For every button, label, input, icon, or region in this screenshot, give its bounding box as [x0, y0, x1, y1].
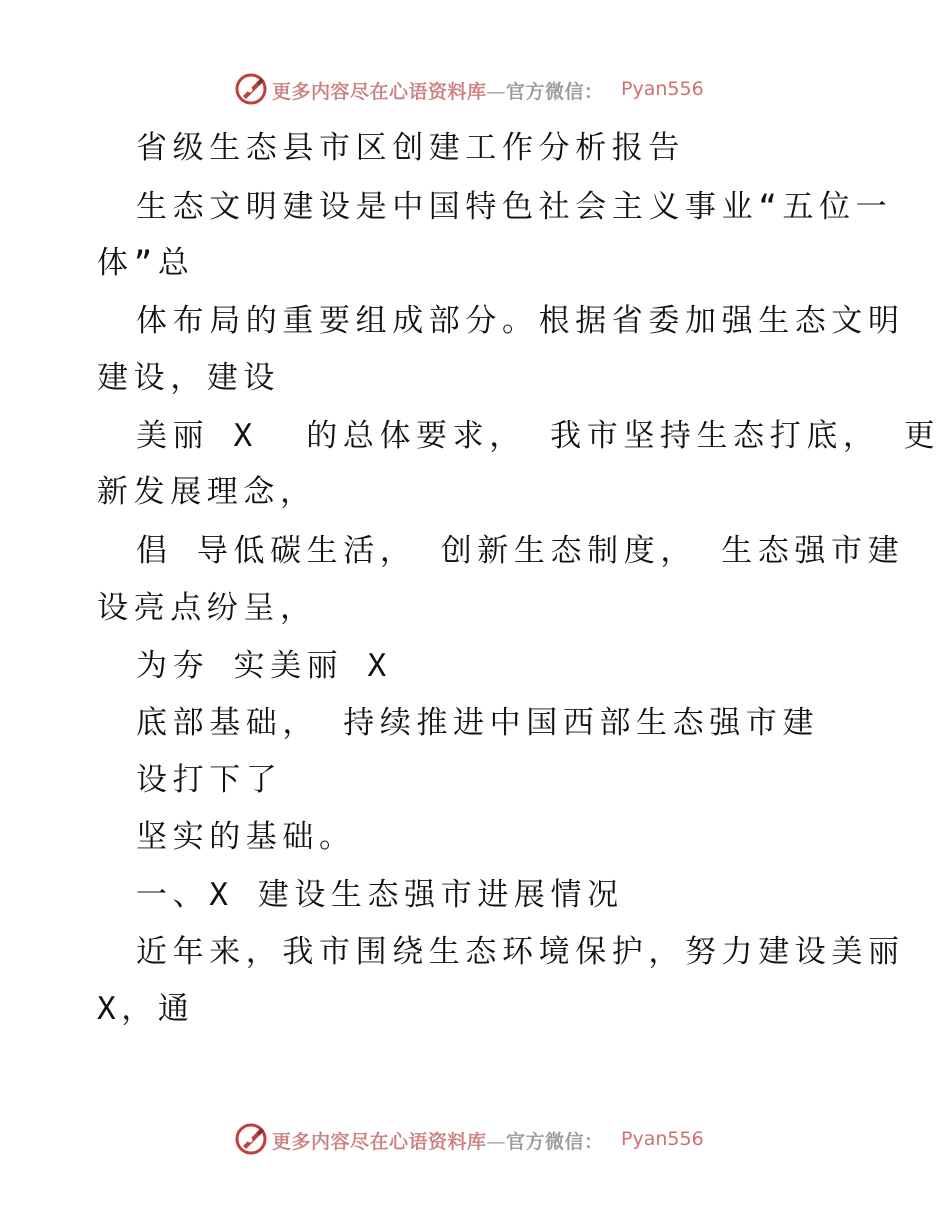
pen-logo-icon [234, 72, 268, 106]
footer-account: Pyan556 [621, 1128, 704, 1150]
document-line: 美丽 X 的总体要求， 我市坚持生态打底， 更 [136, 418, 941, 454]
document-line: 底部基础， 持续推进中国西部生态强市建 [136, 705, 820, 741]
document-line: 体布局的重要组成部分。根据省委加强生态文明 [136, 303, 905, 339]
footer-wechat-label: 官方微信： [506, 1131, 604, 1153]
document-line: 新发展理念， [97, 474, 317, 510]
header-account: Pyan556 [621, 78, 704, 100]
header-banner [0, 70, 950, 110]
document-line: 体”总 [97, 245, 195, 281]
document-line: 坚实的基础。 [136, 819, 356, 855]
document-line: 生态文明建设是中国特色社会主义事业“五位一 [136, 189, 893, 225]
document-line: 设亮点纷呈， [97, 590, 317, 626]
document-title: 省级生态县市区创建工作分析报告 [136, 130, 685, 166]
document-line: 倡 导低碳生活， 创新生态制度， 生态强市建 [136, 533, 905, 569]
header-dash: — [486, 81, 507, 103]
pen-logo-icon [234, 1122, 268, 1156]
document-line: 为夯 实美丽 X [136, 648, 392, 684]
footer-banner [0, 1120, 950, 1160]
document-line: 近年来，我市围绕生态环境保护，努力建设美丽 [136, 934, 905, 970]
footer-dash: — [486, 1131, 507, 1153]
header-brand: 更多内容尽在心语资料库 [272, 81, 487, 103]
header-brand-text [272, 77, 604, 104]
footer-brand: 更多内容尽在心语资料库 [272, 1131, 487, 1153]
footer-brand-text [272, 1127, 604, 1154]
document-line: 设打下了 [136, 762, 283, 798]
section-heading: 一、X 建设生态强市进展情况 [136, 877, 624, 913]
header-wechat-label: 官方微信： [506, 81, 604, 103]
document-line: 建设，建设 [97, 360, 280, 396]
document-line: X，通 [97, 991, 195, 1027]
